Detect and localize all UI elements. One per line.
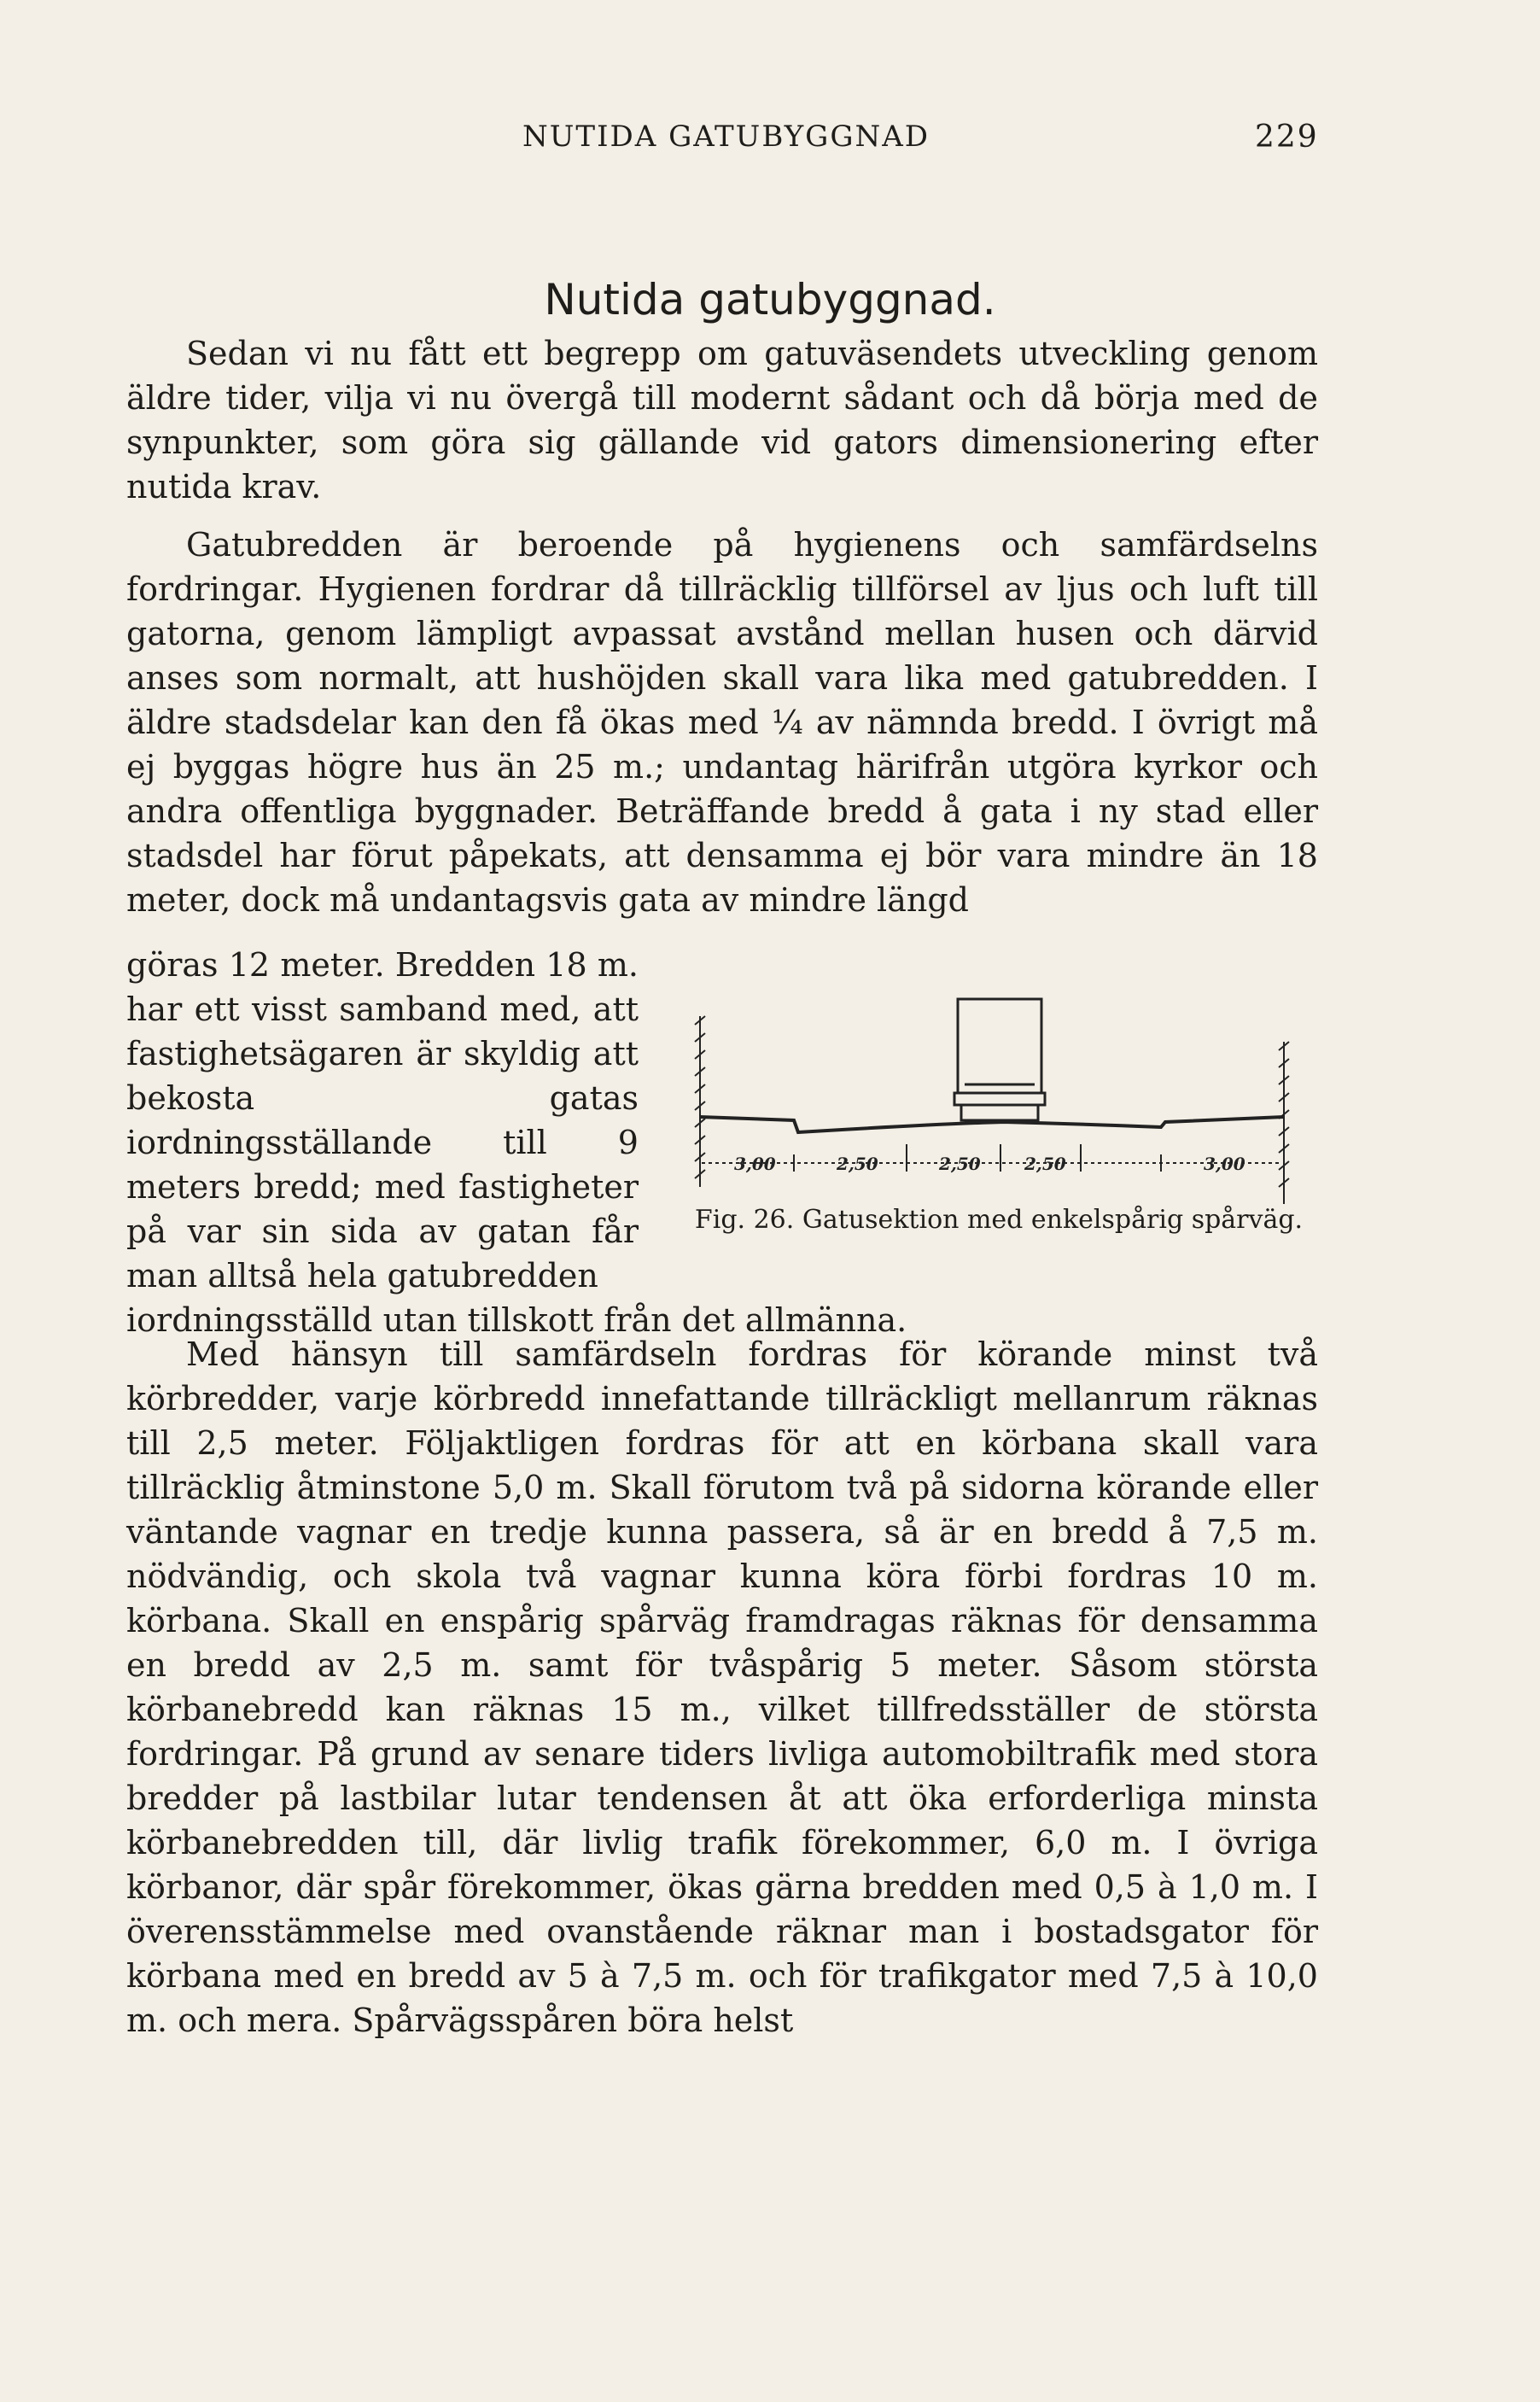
- figure-caption-label: Fig. 26.: [694, 1205, 795, 1235]
- paragraph-2-text: Gatubredden är beroende på hygienens och samfärdselns fordringar. Hygienen fordrar då tillräcklig tillförsel av ljus och luft till gatorna, genom lämpligt avpassat avstånd mellan husen och därvid anses som normalt, att hushöjden skall vara lika med gatubredden. I äldre stadsdelar kan den få ökas med ¼ av nämnda bredd. I övrigt må ej byggas högre hus än 25 m.; undantag härifrån utgöra kyrkor och andra offentliga byggnader. Beträffande bredd å gata i ny stad eller stadsdel har förut påpekats, att densamma ej bör vara mindre än 18 meter, dock må undantagsvis gata av mindre längd: [126, 526, 1318, 919]
- left-wall: [695, 1016, 705, 1187]
- street-section-drawing: [683, 965, 1332, 1204]
- dim-label-3: 2,50: [939, 1154, 981, 1174]
- section-title: Nutida gatubyggnad.: [544, 274, 996, 324]
- paragraph-2-tail-text: iordningsställd utan tillskott från det allmänna.: [126, 1301, 907, 1339]
- paragraph-2-narrow-text: göras 12 meter. Bredden 18 m. har ett visst samband med, att fastighetsägaren är skyldig att bekosta gatas iordningsställande till 9 meters bredd; med fastigheter på var sin sida av gatan får man alltså hela gatubredden: [126, 946, 639, 1295]
- street-section-figure: [683, 965, 1332, 1289]
- paragraph-3: [126, 1332, 1318, 2043]
- dim-label-5: 3,00: [1204, 1154, 1245, 1174]
- paragraph-1-text: Sedan vi nu fått ett begrepp om gatuväsendets utveckling genom äldre tider, vilja vi nu övergå till modernt sådant och då börja med de synpunkter, som göra sig gällande vid gators dimensionering efter nutida krav.: [126, 335, 1318, 506]
- dim-label-1: 3,00: [734, 1154, 776, 1174]
- paragraph-1: [126, 331, 1318, 509]
- tram-car: [954, 999, 1045, 1120]
- page-number: 229: [1255, 120, 1319, 155]
- figure-caption-text: Gatusektion med enkelspårig spårväg.: [802, 1205, 1304, 1235]
- paragraph-3-text: Med hänsyn till samfärdseln fordras för körande minst två körbredder, varje körbredd innefattande tillräckligt mellanrum räknas till 2,5 meter. Följaktligen fordras för att en körbana skall vara tillräcklig åtminstone 5,0 m. Skall förutom två på sidorna körande eller väntande vagnar en tredje kunna passera, så är en bredd å 7,5 m. nödvändig, och skola två vagnar kunna köra förbi fordras 10 m. körbana. Skall en enspårig spårväg framdragas räknas för densamma en bredd av 2,5 m. samt för tvåspårig 5 meter. Såsom största körbanebredd kan räknas 15 m., vilket tillfredsställer de största fordringar. På grund av senare tiders livliga automobiltrafik med stora bredder på lastbilar lutar tendensen åt att öka erforderliga minsta körbanebredden till, där livlig trafik förekommer, 6,0 m. I övriga körbanor, där spår förekommer, ökas gärna bredden med 0,5 à 1,0 m. I överensstämmelse med ovanstående räknar man i bostadsgator för körbana med en bredd av 5 à 7,5 m. och för trafikgator med 7,5 à 10,0 m. och mera. Spårvägsspåren böra helst: [126, 1335, 1318, 2039]
- paragraph-2: [126, 523, 1318, 922]
- figure-caption: [683, 1204, 1315, 1236]
- dim-label-2: 2,50: [837, 1154, 878, 1174]
- dim-label-4: 2,50: [1024, 1154, 1066, 1174]
- running-title: NUTIDA GATUBYGGNAD: [522, 120, 930, 154]
- right-wall: [1279, 1042, 1289, 1204]
